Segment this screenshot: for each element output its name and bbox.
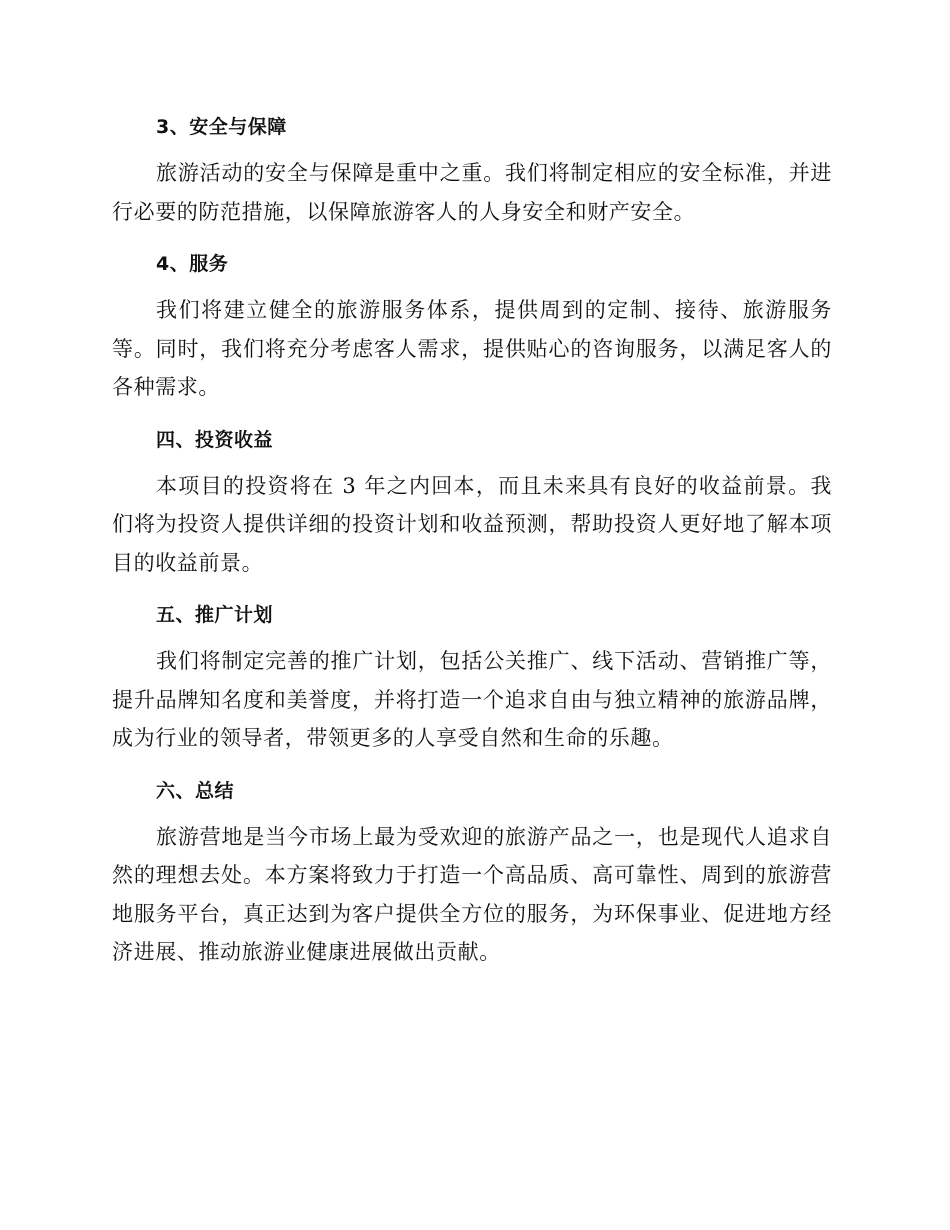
section-heading: 五、推广计划 <box>156 604 274 626</box>
section-paragraph: 我们将建立健全的旅游服务体系，提供周到的定制、接待、旅游服务等。同时，我们将充分考虑客人需求，提供贴心的咨询服务，以满足客人的各种需求。 <box>112 298 832 399</box>
document-body <box>112 108 832 986</box>
section-paragraph: 旅游营地是当今市场上最为受欢迎的旅游产品之一，也是现代人追求自然的理想去处。本方案将致力于打造一个高品质、高可靠性、周到的旅游营地服务平台，真正达到为客户提供全方位的服务，为环保事业、促进地方经济进展、推动旅游业健康进展做出贡献。 <box>112 824 832 964</box>
section-summary <box>112 772 832 972</box>
section-heading: 六、总结 <box>156 779 235 802</box>
section-service <box>112 245 832 407</box>
section-paragraph: 本项目的投资将在 3 年之内回本，而且未来具有良好的收益前景。我们将为投资人提供详细的投资计划和收益预测，帮助投资人更好地了解本项目的收益前景。 <box>112 473 832 575</box>
section-safety <box>112 108 832 231</box>
section-promotion-plan <box>112 596 832 758</box>
section-heading: 3、安全与保障 <box>156 116 287 138</box>
section-investment-return <box>112 421 832 583</box>
section-heading: 四、投资收益 <box>156 428 274 451</box>
section-paragraph: 旅游活动的安全与保障是重中之重。我们将制定相应的安全标准，并进行必要的防范措施，以保障旅游客人的人身安全和财产安全。 <box>112 161 832 224</box>
section-heading: 4、服务 <box>156 253 229 275</box>
section-paragraph: 我们将制定完善的推广计划，包括公关推广、线下活动、营销推广等，提升品牌知名度和美誉度，并将打造一个追求自由与独立精神的旅游品牌，成为行业的领导者，带领更多的人享受自然和生命的乐趣。 <box>112 649 832 750</box>
